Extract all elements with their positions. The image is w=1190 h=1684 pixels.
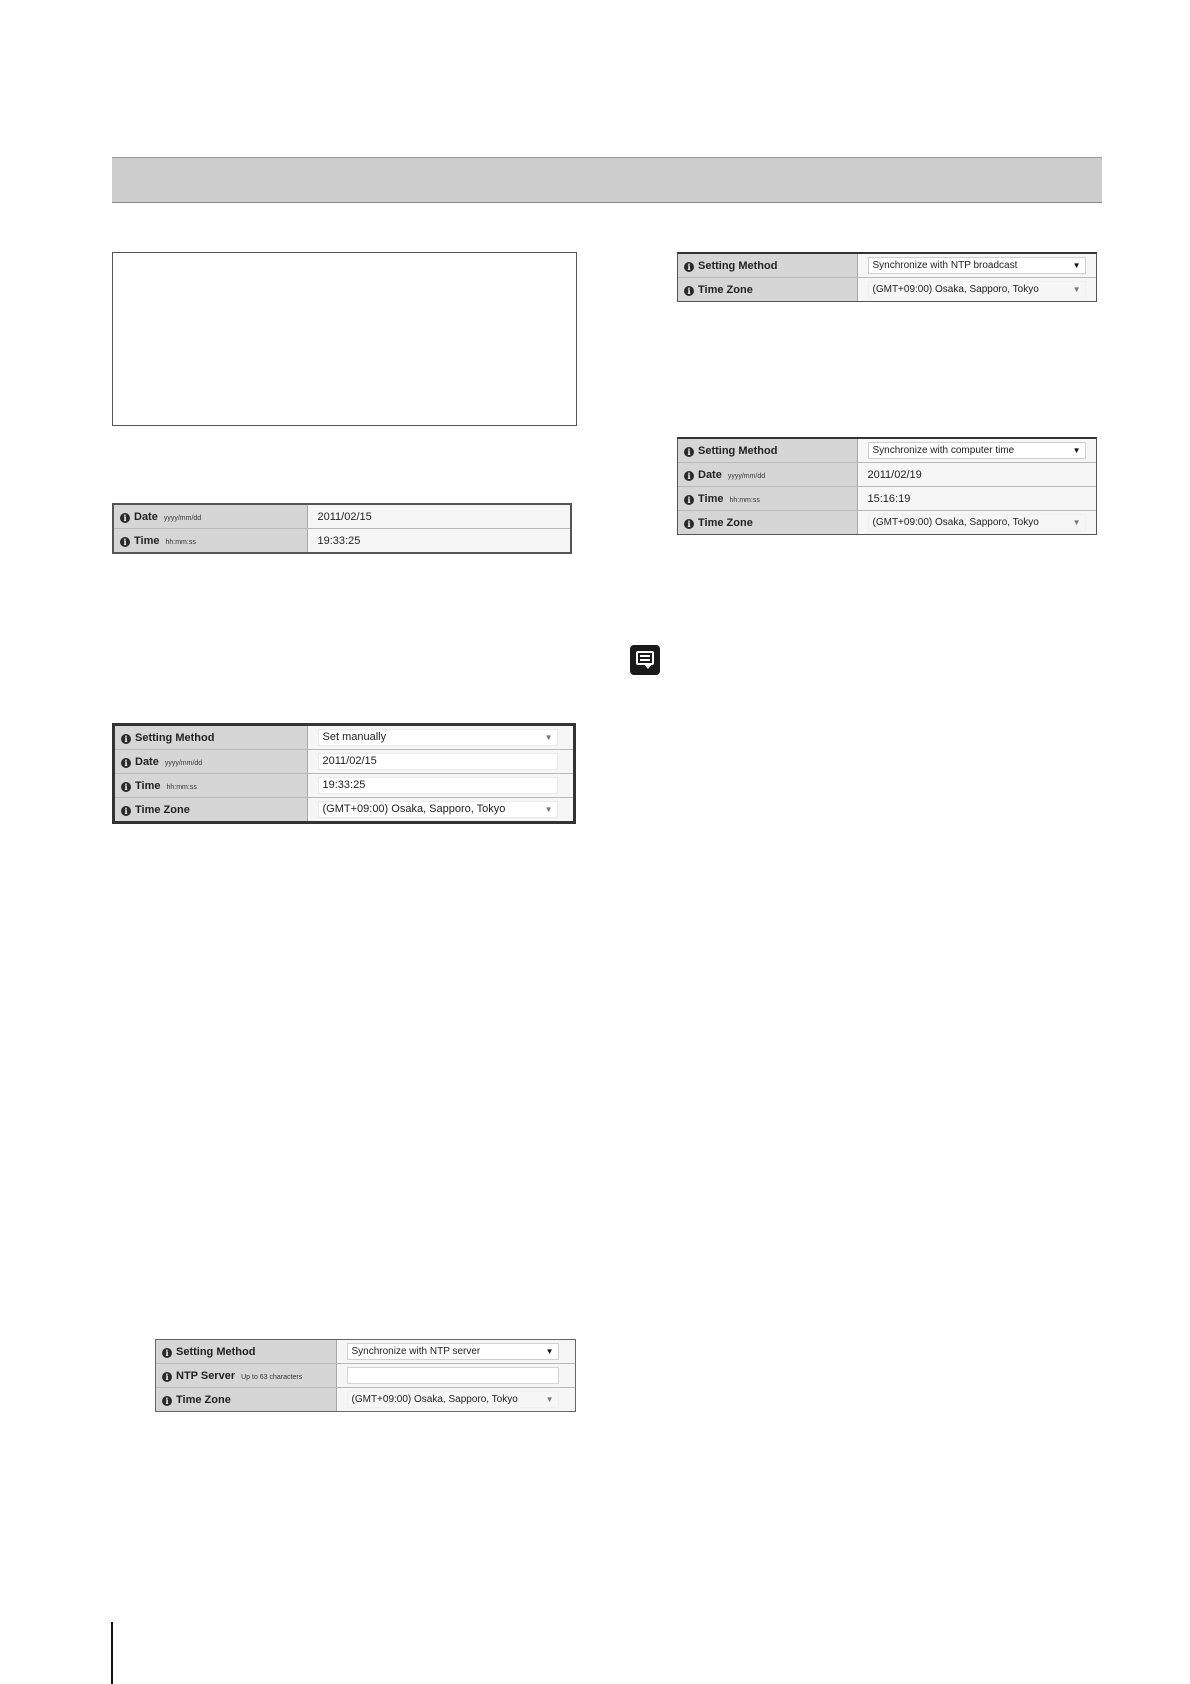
dropdown-arrow-icon: ▼ bbox=[1072, 518, 1081, 527]
memo-note-icon bbox=[630, 645, 660, 675]
setting-method-select[interactable] bbox=[868, 442, 1086, 459]
time-zone-label: Time Zone bbox=[698, 516, 753, 529]
ntp-broadcast-panel bbox=[677, 252, 1097, 302]
setting-method-row bbox=[115, 726, 573, 750]
time-zone-selected: (GMT+09:00) Osaka, Sapporo, Tokyo bbox=[322, 803, 506, 815]
page-margin-line bbox=[111, 1622, 113, 1684]
setting-method-selected: Set manually bbox=[322, 731, 387, 743]
time-value: 19:33:25 bbox=[317, 534, 361, 547]
setting-method-label: Setting Method bbox=[176, 1345, 256, 1358]
info-icon[interactable]: i bbox=[162, 1396, 172, 1406]
info-icon[interactable]: i bbox=[120, 513, 130, 523]
setting-method-row bbox=[156, 1340, 575, 1364]
time-zone-label: Time Zone bbox=[135, 803, 190, 816]
time-value: 15:16:19 bbox=[867, 492, 911, 505]
set-manually-panel bbox=[112, 723, 576, 824]
time-row bbox=[115, 774, 573, 798]
computer-time-panel bbox=[677, 437, 1097, 535]
date-format-hint: yyyy/mm/dd bbox=[163, 514, 202, 522]
time-label: Time bbox=[134, 534, 160, 547]
time-zone-row bbox=[678, 511, 1096, 535]
dropdown-arrow-icon: ▼ bbox=[545, 1347, 554, 1356]
time-zone-select[interactable] bbox=[868, 281, 1086, 298]
setting-method-label: Setting Method bbox=[698, 444, 778, 457]
setting-method-selected: Synchronize with NTP server bbox=[351, 1346, 481, 1357]
note-box bbox=[112, 252, 577, 426]
dropdown-arrow-icon: ▼ bbox=[544, 733, 553, 742]
time-input[interactable]: 19:33:25 bbox=[318, 777, 558, 794]
setting-method-select[interactable] bbox=[318, 729, 558, 746]
date-row bbox=[115, 750, 573, 774]
dropdown-arrow-icon: ▼ bbox=[545, 1395, 554, 1404]
current-date-time-panel bbox=[112, 503, 572, 554]
date-row bbox=[114, 505, 570, 529]
date-format-hint: yyyy/mm/dd bbox=[727, 472, 766, 480]
time-zone-row bbox=[156, 1388, 575, 1412]
time-row bbox=[114, 529, 570, 553]
info-icon[interactable]: i bbox=[684, 495, 694, 505]
info-icon[interactable]: i bbox=[121, 758, 131, 768]
info-icon[interactable]: i bbox=[121, 734, 131, 744]
time-zone-selected: (GMT+09:00) Osaka, Sapporo, Tokyo bbox=[872, 284, 1039, 295]
info-icon[interactable]: i bbox=[162, 1372, 172, 1382]
time-format-hint: hh:mm:ss bbox=[165, 538, 196, 546]
time-zone-select[interactable] bbox=[347, 1391, 559, 1408]
time-zone-select[interactable] bbox=[868, 514, 1086, 531]
dropdown-arrow-icon: ▼ bbox=[544, 805, 553, 814]
ntp-server-label: NTP Server bbox=[176, 1369, 236, 1382]
date-format-hint: yyyy/mm/dd bbox=[164, 759, 203, 767]
info-icon[interactable]: i bbox=[684, 447, 694, 457]
info-icon[interactable]: i bbox=[121, 806, 131, 816]
ntp-server-input[interactable] bbox=[347, 1367, 559, 1384]
date-label: Date bbox=[698, 468, 722, 481]
setting-method-row bbox=[678, 439, 1096, 463]
info-icon[interactable]: i bbox=[162, 1348, 172, 1358]
time-zone-selected: (GMT+09:00) Osaka, Sapporo, Tokyo bbox=[872, 517, 1039, 528]
info-icon[interactable]: i bbox=[121, 782, 131, 792]
date-label: Date bbox=[135, 755, 159, 768]
time-zone-label: Time Zone bbox=[176, 1393, 231, 1406]
ntp-server-hint: Up to 63 characters bbox=[241, 1373, 303, 1381]
time-zone-selected: (GMT+09:00) Osaka, Sapporo, Tokyo bbox=[351, 1394, 518, 1405]
time-zone-select[interactable] bbox=[318, 801, 558, 818]
setting-method-row bbox=[678, 254, 1096, 278]
time-format-hint: hh:mm:ss bbox=[729, 496, 760, 504]
date-row bbox=[678, 463, 1096, 487]
time-label: Time bbox=[135, 779, 161, 792]
info-icon[interactable]: i bbox=[684, 262, 694, 272]
time-label: Time bbox=[698, 492, 724, 505]
dropdown-arrow-icon: ▼ bbox=[1072, 261, 1081, 270]
info-icon[interactable]: i bbox=[684, 286, 694, 296]
time-format-hint: hh:mm:ss bbox=[166, 783, 197, 791]
time-zone-row bbox=[678, 278, 1096, 302]
setting-method-select[interactable] bbox=[868, 257, 1086, 274]
date-input[interactable]: 2011/02/15 bbox=[318, 753, 558, 770]
dropdown-arrow-icon: ▼ bbox=[1072, 446, 1081, 455]
ntp-server-row bbox=[156, 1364, 575, 1388]
dropdown-arrow-icon: ▼ bbox=[1072, 285, 1081, 294]
info-icon[interactable]: i bbox=[684, 471, 694, 481]
date-value: 2011/02/19 bbox=[867, 468, 922, 481]
date-value: 2011/02/15 bbox=[317, 510, 372, 523]
time-row bbox=[678, 487, 1096, 511]
setting-method-selected: Synchronize with computer time bbox=[872, 445, 1015, 456]
setting-method-select[interactable] bbox=[347, 1343, 559, 1360]
ntp-server-panel bbox=[155, 1339, 576, 1412]
section-header-band bbox=[112, 157, 1102, 203]
setting-method-label: Setting Method bbox=[698, 259, 778, 272]
time-zone-row bbox=[115, 798, 573, 822]
info-icon[interactable]: i bbox=[120, 537, 130, 547]
date-label: Date bbox=[134, 510, 158, 523]
setting-method-label: Setting Method bbox=[135, 731, 215, 744]
setting-method-selected: Synchronize with NTP broadcast bbox=[872, 260, 1018, 271]
info-icon[interactable]: i bbox=[684, 519, 694, 529]
time-zone-label: Time Zone bbox=[698, 283, 753, 296]
